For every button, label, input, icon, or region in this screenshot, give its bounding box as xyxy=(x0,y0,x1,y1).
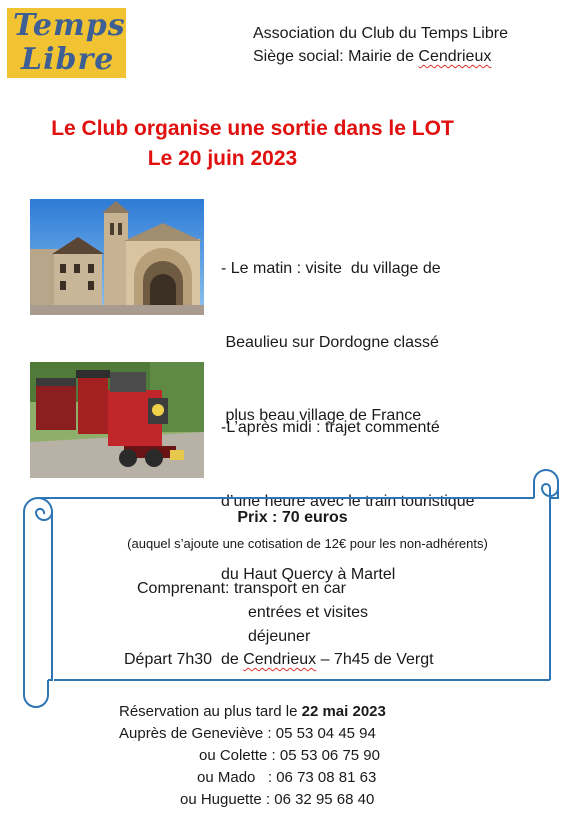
afternoon-line-1: -L’après midi : trajet commenté xyxy=(221,419,440,436)
event-title: Le Club organise une sortie dans le LOT xyxy=(51,117,454,140)
logo-word-libre: Libre xyxy=(21,42,115,77)
afternoon-line-2: d’une heure avec le train touristique xyxy=(221,492,475,510)
reservation-prefix: Réservation au plus tard le xyxy=(119,703,302,720)
contact-colette: ou Colette : 05 53 06 75 90 xyxy=(199,747,380,764)
reservation-date: 22 mai 2023 xyxy=(301,703,386,720)
reservation-deadline xyxy=(119,701,386,723)
contact-genevieve: Auprès de Geneviève : 05 53 04 45 94 xyxy=(119,725,376,742)
contact-huguette: ou Huguette : 06 32 95 68 40 xyxy=(180,791,375,808)
logo-word-temps: Temps xyxy=(13,8,126,43)
departure-place: Cendrieux xyxy=(243,651,317,668)
morning-line-1: - Le matin : visite du village de xyxy=(221,260,441,277)
includes-transport: Comprenant: transport en car xyxy=(137,580,346,597)
association-name: Association du Club du Temps Libre xyxy=(253,25,508,42)
event-date: Le 20 juin 2023 xyxy=(147,147,298,170)
siege-place: Cendrieux xyxy=(418,48,492,65)
morning-line-3: plus beau village de France xyxy=(221,407,422,424)
includes-visits: entrées et visites xyxy=(248,604,369,621)
contact-mado: ou Mado : 06 73 08 81 63 xyxy=(197,769,377,786)
departure-prefix: Départ 7h30 de xyxy=(124,651,244,668)
afternoon-line-3: du Haut Quercy à Martel xyxy=(221,566,396,583)
departure-info xyxy=(124,651,434,669)
includes-lunch: déjeuner xyxy=(248,628,311,645)
price: Prix : 70 euros xyxy=(237,509,348,526)
morning-line-2: Beaulieu sur Dordogne classé xyxy=(221,333,439,351)
membership-note: (auquel s’ajoute une cotisation de 12€ pour les non-adhérents) xyxy=(127,536,488,551)
siege-prefix: Siège social: Mairie de xyxy=(253,48,419,65)
departure-suffix: – 7h45 de Vergt xyxy=(316,651,434,668)
